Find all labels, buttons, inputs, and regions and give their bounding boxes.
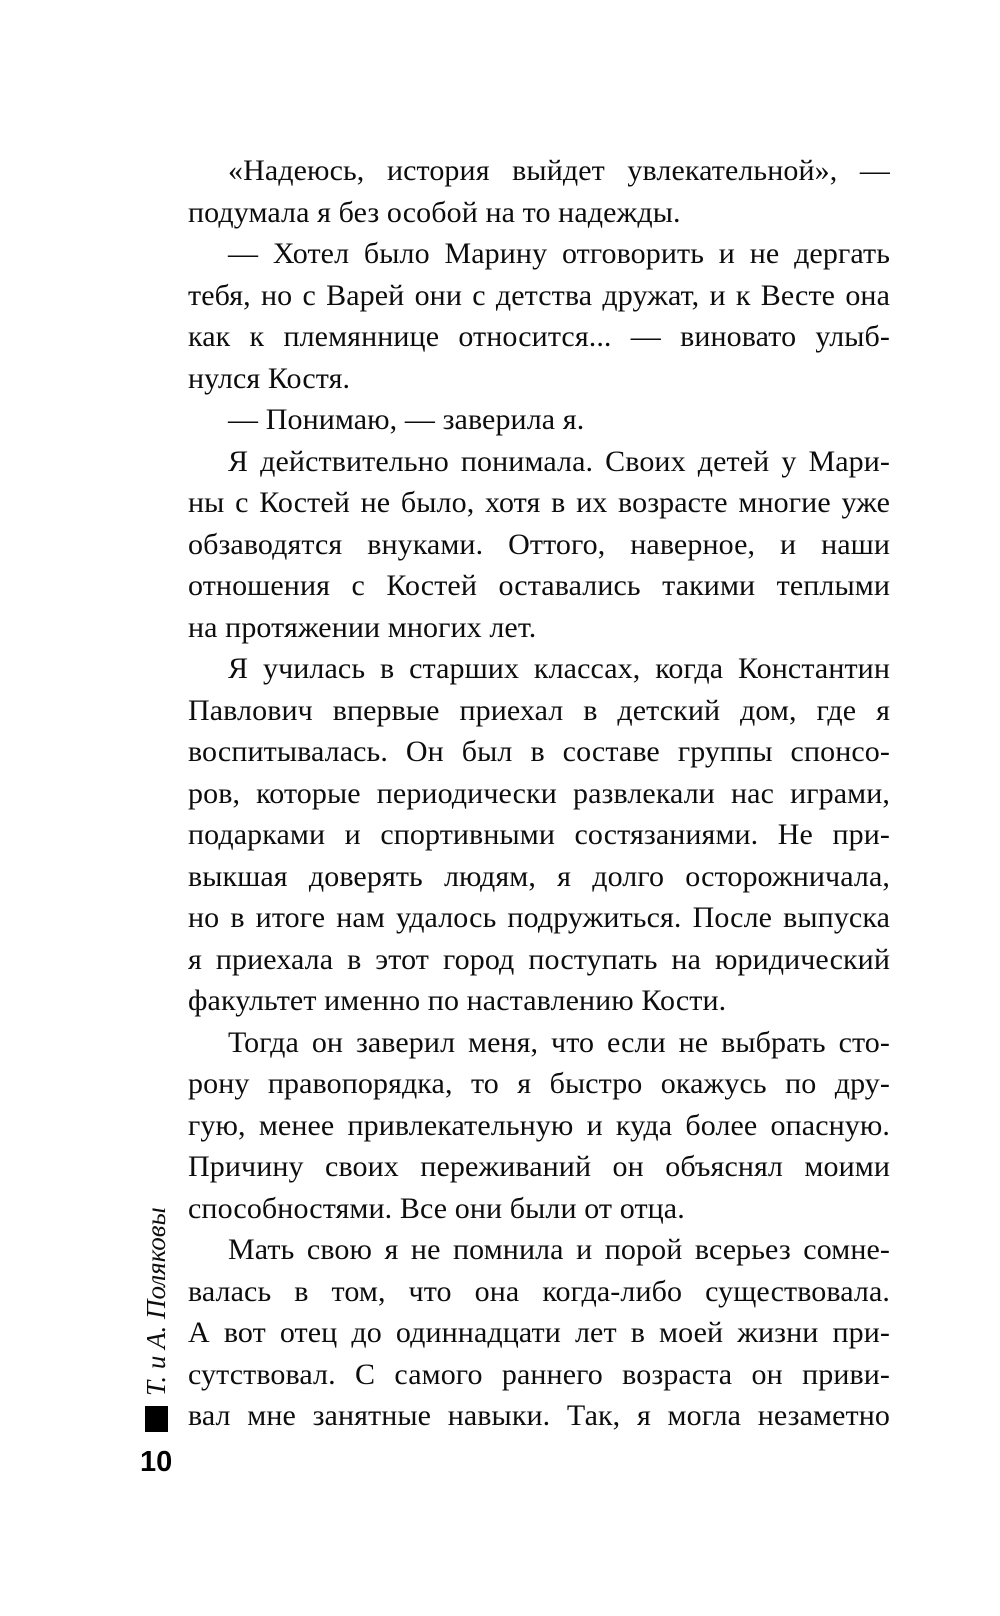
text-line: способностями. Все они были от отца. (188, 1191, 685, 1225)
text-line: на протяжении многих лет. (188, 610, 537, 644)
text-line: нулся Костя. (188, 361, 351, 395)
text-line: Тогда он заверил меня, что если не выбрать сто- (228, 1025, 890, 1059)
text-line: валась в том, что она когда-либо существовала. (188, 1274, 890, 1308)
text-line: А вот отец до одиннадцати лет в моей жизни при- (188, 1316, 890, 1349)
text-line: гую, менее привлекательную и куда более опасную. (188, 1108, 890, 1142)
text-line: ров, которые периодически развлекали нас играми, (188, 776, 890, 810)
text-line: воспитывалась. Он был в составе группы спонсо- (188, 735, 890, 768)
text-line: факультет именно по наставлению Кости. (188, 984, 727, 1017)
page-number: 10 (140, 1446, 173, 1478)
text-line: я приехала в этот город поступать на юридический (188, 942, 890, 976)
text-line: «Надеюсь, история выйдет увлекательной», — (228, 154, 890, 187)
text-line: Причину своих переживаний он объяснял моими (188, 1150, 890, 1183)
text-line: вал мне занятные навыки. Так, я могла незаметно (188, 1399, 890, 1432)
text-line: обзаводятся внуками. Оттого, наверное, и наши (188, 527, 890, 561)
text-line: подумала я без особой на то надежды. (188, 195, 681, 229)
text-line: выкшая доверять людям, я долго осторожничала, (188, 859, 890, 893)
page-text (188, 150, 890, 1437)
text-line: отношения с Костей оставались такими теплыми (188, 569, 890, 602)
text-line: Мать свою я не помнила и порой всерьез сомне- (228, 1233, 890, 1266)
text-line: но в итоге нам удалось подружиться. После выпуска (188, 901, 890, 934)
page-marker-square (145, 1406, 168, 1432)
text-line: сутствовал. С самого раннего возраста он приви- (188, 1357, 890, 1391)
text-line: как к племяннице относится... — виновато улыб- (188, 320, 890, 353)
text-line: подарками и спортивными состязаниями. Не при- (188, 818, 890, 851)
text-line: Павлович впервые приехал в детский дом, где я (188, 693, 890, 727)
author-sidebar-label: Т. и А. Поляковы (141, 1207, 171, 1396)
text-line: Я училась в старших классах, когда Константин (228, 652, 890, 685)
text-line: — Понимаю, — заверила я. (228, 403, 585, 436)
text-line: — Хотел было Марину отговорить и не дергать (228, 237, 890, 270)
text-line: тебя, но с Варей они с детства дружат, и к Весте она (188, 278, 890, 312)
text-line: рону правопорядка, то я быстро окажусь по дру- (188, 1067, 890, 1100)
text-line: ны с Костей не было, хотя в их возрасте многие уже (188, 486, 890, 519)
text-line: Я действительно понимала. Своих детей у Мари- (228, 444, 890, 478)
